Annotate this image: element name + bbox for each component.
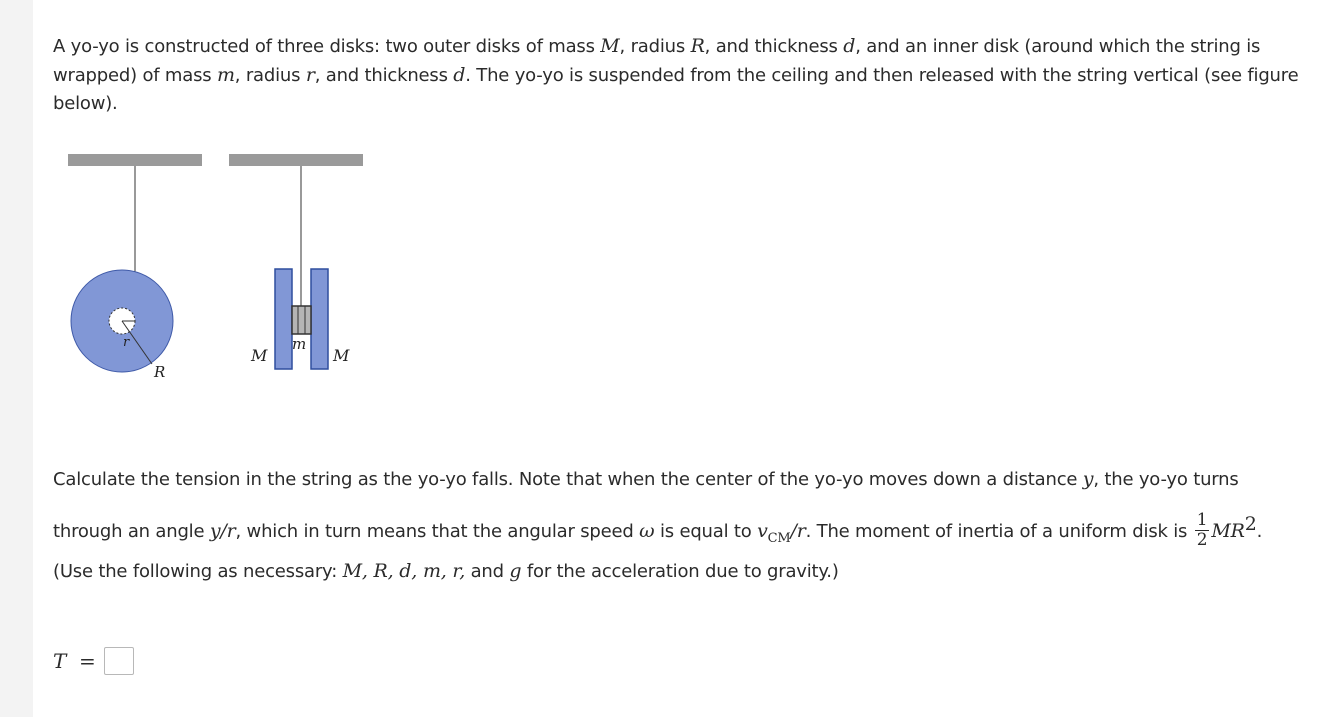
var-vcm	[757, 520, 806, 546]
label-r: r	[123, 335, 130, 350]
question-text: , which in turn means that the angular speed	[235, 521, 640, 542]
intro-text: , and thickness	[314, 65, 454, 86]
intro-text: A yo-yo is constructed of three disks: two outer disks of mass	[53, 36, 601, 57]
var-R: R	[690, 35, 705, 57]
fraction-numerator: 1	[1196, 509, 1208, 530]
ceiling-left	[68, 154, 202, 166]
ceiling-right	[229, 154, 363, 166]
var-MR: MR	[1211, 520, 1245, 542]
label-R: R	[154, 363, 166, 381]
question-text: for the acceleration due to gravity.)	[521, 561, 839, 582]
var-M: M	[600, 35, 620, 57]
var-g: g	[509, 560, 522, 582]
var-over-r: /r	[790, 520, 806, 542]
outer-disk-left-side	[275, 269, 292, 369]
question-text: and	[465, 561, 510, 582]
intro-text: , and thickness	[704, 36, 844, 57]
question-text: (Use the following as necessary:	[53, 561, 343, 582]
question-line-3	[53, 557, 1313, 586]
var-y-over-r: y/r	[209, 520, 236, 542]
var-d: d	[453, 64, 466, 86]
label-M-left: M	[251, 346, 268, 365]
question-text: , the yo-yo turns	[1093, 469, 1239, 490]
outer-disk-right-side	[311, 269, 328, 369]
problem-intro	[53, 32, 1313, 118]
yo-yo-figure	[63, 145, 373, 395]
label-M-right: M	[333, 346, 350, 365]
var-r: r	[305, 64, 315, 86]
question-text: is equal to	[654, 521, 758, 542]
answer-equals: =	[79, 649, 96, 673]
inner-disk-side	[292, 306, 311, 334]
var-list: M, R, d, m, r,	[342, 560, 466, 582]
var-y: y	[1082, 468, 1094, 490]
question-text: .	[1256, 521, 1263, 542]
intro-text: , and an inner disk (around which the string is wrapped) of mass	[53, 36, 1261, 86]
question-card	[33, 0, 1332, 717]
var-m: m	[216, 64, 235, 86]
tension-answer-input[interactable]	[104, 647, 134, 675]
fraction-one-half	[1195, 511, 1210, 550]
question-line-2	[53, 510, 1313, 553]
var-v: v	[757, 520, 768, 542]
intro-text: , radius	[234, 65, 306, 86]
question-line-1	[53, 465, 1313, 494]
label-m: m	[292, 335, 307, 353]
question-text: through an angle	[53, 521, 210, 542]
intro-text: , radius	[619, 36, 691, 57]
fraction-denominator: 2	[1196, 529, 1208, 550]
var-omega: ω	[639, 520, 655, 542]
intro-text: . The yo-yo is suspended from the ceiling and then released with the string vertical (see figure below).	[53, 65, 1299, 114]
question-text: . The moment of inertia of a uniform disk is	[805, 521, 1193, 542]
answer-row	[53, 645, 134, 677]
superscript-2: 2	[1244, 513, 1257, 535]
subscript-cm: CM	[767, 530, 791, 546]
var-d: d	[843, 35, 856, 57]
question-text: Calculate the tension in the string as the yo-yo falls. Note that when the center of the yo-yo moves down a distance	[53, 469, 1083, 490]
answer-label: T	[53, 649, 67, 673]
